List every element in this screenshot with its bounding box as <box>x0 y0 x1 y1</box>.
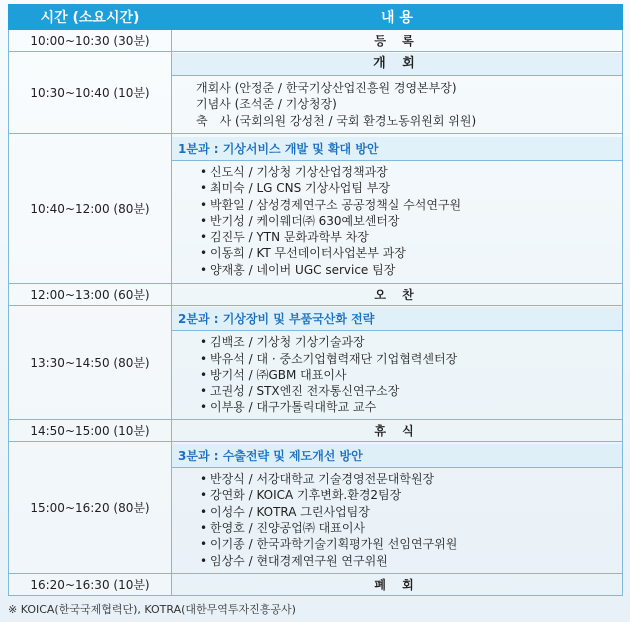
bullet-icon: • <box>200 213 208 228</box>
content-cell <box>172 306 623 420</box>
time-cell: 10:00~10:30 (30분) <box>9 30 172 52</box>
bullet-icon: • <box>200 230 208 245</box>
content-label: 폐 회 <box>172 574 623 596</box>
bullet-icon: • <box>200 537 208 552</box>
row-closing <box>9 574 623 596</box>
list-item: • 한영호 / 진양공업㈜ 대표이사 <box>200 521 365 535</box>
bullet-icon: • <box>200 504 208 519</box>
bullet-icon: • <box>200 164 208 179</box>
list-item: • 강연화 / KOICA 기후변화.환경2팀장 <box>200 488 402 503</box>
list-item: • 최미숙 / LG CNS 기상사업팀 부장 <box>200 181 390 196</box>
content-cell <box>172 52 623 134</box>
bullet-icon: • <box>200 181 208 196</box>
header-time: 시간 (소요시간) <box>9 5 172 30</box>
content-cell <box>172 134 623 284</box>
list-item: 개회사 (안정준 / 한국기상산업진흥원 경영본부장) <box>196 80 457 95</box>
list-item: • 반기성 / 케이웨더㈜ 630예보센터장 <box>200 213 400 228</box>
list-item: • 이성수 / KOTRA 그린사업팀장 <box>200 504 370 519</box>
session-title: 3분과 : 수출전략 및 제도개선 방안 <box>172 444 622 468</box>
header-row <box>9 5 623 30</box>
time-cell: 14:50~15:00 (10분) <box>9 420 172 442</box>
bullet-icon: • <box>200 246 208 261</box>
bullet-icon: • <box>200 262 208 277</box>
bullet-icon: • <box>200 367 208 382</box>
content-label: 등 록 <box>172 30 623 52</box>
list-item: • 박환일 / 삼성경제연구소 공공정책실 수석연구원 <box>200 197 462 212</box>
time-cell: 10:40~12:00 (80분) <box>9 134 172 284</box>
bullet-icon: • <box>200 472 208 487</box>
time-cell: 16:20~16:30 (10분) <box>9 574 172 596</box>
list-item: • 김백조 / 기상청 기상기술과장 <box>200 335 365 350</box>
content-label: 개 회 <box>172 53 622 76</box>
list-item: • 이기종 / 한국과학기술기획평가원 선임연구위원 <box>200 537 458 552</box>
list-item: • 임상수 / 현대경제연구원 연구위원 <box>200 553 388 568</box>
footnote: ※ KOICA(한국국제협력단), KOTRA(대한무역투자진흥공사) <box>8 603 296 616</box>
bullet-icon: • <box>200 521 208 535</box>
time-cell: 13:30~14:50 (80분) <box>9 306 172 420</box>
row-registration <box>9 30 623 52</box>
row-session-1 <box>9 134 623 284</box>
list-item: • 박유석 / 대 · 중소기업협력재단 기업협력센터장 <box>200 351 458 366</box>
time-cell: 10:30~10:40 (10분) <box>9 52 172 134</box>
time-cell: 12:00~13:00 (60분) <box>9 284 172 306</box>
list-item: • 신도식 / 기상청 기상산업정책과장 <box>200 164 388 179</box>
content-label: 오 찬 <box>172 284 623 306</box>
header-content: 내 용 <box>172 5 623 30</box>
bullet-icon: • <box>200 400 208 415</box>
list-item: • 반장식 / 서강대학교 기술경영전문대학원장 <box>200 472 435 487</box>
list-item: • 고권성 / STX엔진 전자통신연구소장 <box>200 384 400 399</box>
list-item: 축 사 (국회의원 강성천 / 국회 환경노동위원회 위원) <box>196 113 477 128</box>
list-item: • 이동희 / KT 무선데이터사업본부 과장 <box>200 246 406 261</box>
content-cell <box>172 442 623 574</box>
list-item: • 김진두 / YTN 문화과학부 차장 <box>200 230 369 245</box>
list-item: 기념사 (조석준 / 기상청장) <box>196 97 337 112</box>
session-title: 2분과 : 기상장비 및 부품국산화 전략 <box>172 307 622 331</box>
session-title: 1분과 : 기상서비스 개발 및 확대 방안 <box>172 137 622 161</box>
row-opening <box>9 52 623 134</box>
content-label: 휴 식 <box>172 420 623 442</box>
list-item: • 이부용 / 대구가톨릭대학교 교수 <box>200 400 377 415</box>
bullet-icon: • <box>200 335 208 350</box>
time-cell: 15:00~16:20 (80분) <box>9 442 172 574</box>
schedule-table <box>8 4 623 596</box>
row-session-3 <box>9 442 623 574</box>
row-session-2 <box>9 306 623 420</box>
bullet-icon: • <box>200 488 208 503</box>
row-lunch <box>9 284 623 306</box>
list-item: • 방기석 / ㈜GBM 대표이사 <box>200 367 347 382</box>
bullet-icon: • <box>200 351 208 366</box>
list-item: • 양재홍 / 네이버 UGC service 팀장 <box>200 262 396 277</box>
row-break <box>9 420 623 442</box>
bullet-icon: • <box>200 553 208 568</box>
bullet-icon: • <box>200 197 208 212</box>
bullet-icon: • <box>200 384 208 399</box>
